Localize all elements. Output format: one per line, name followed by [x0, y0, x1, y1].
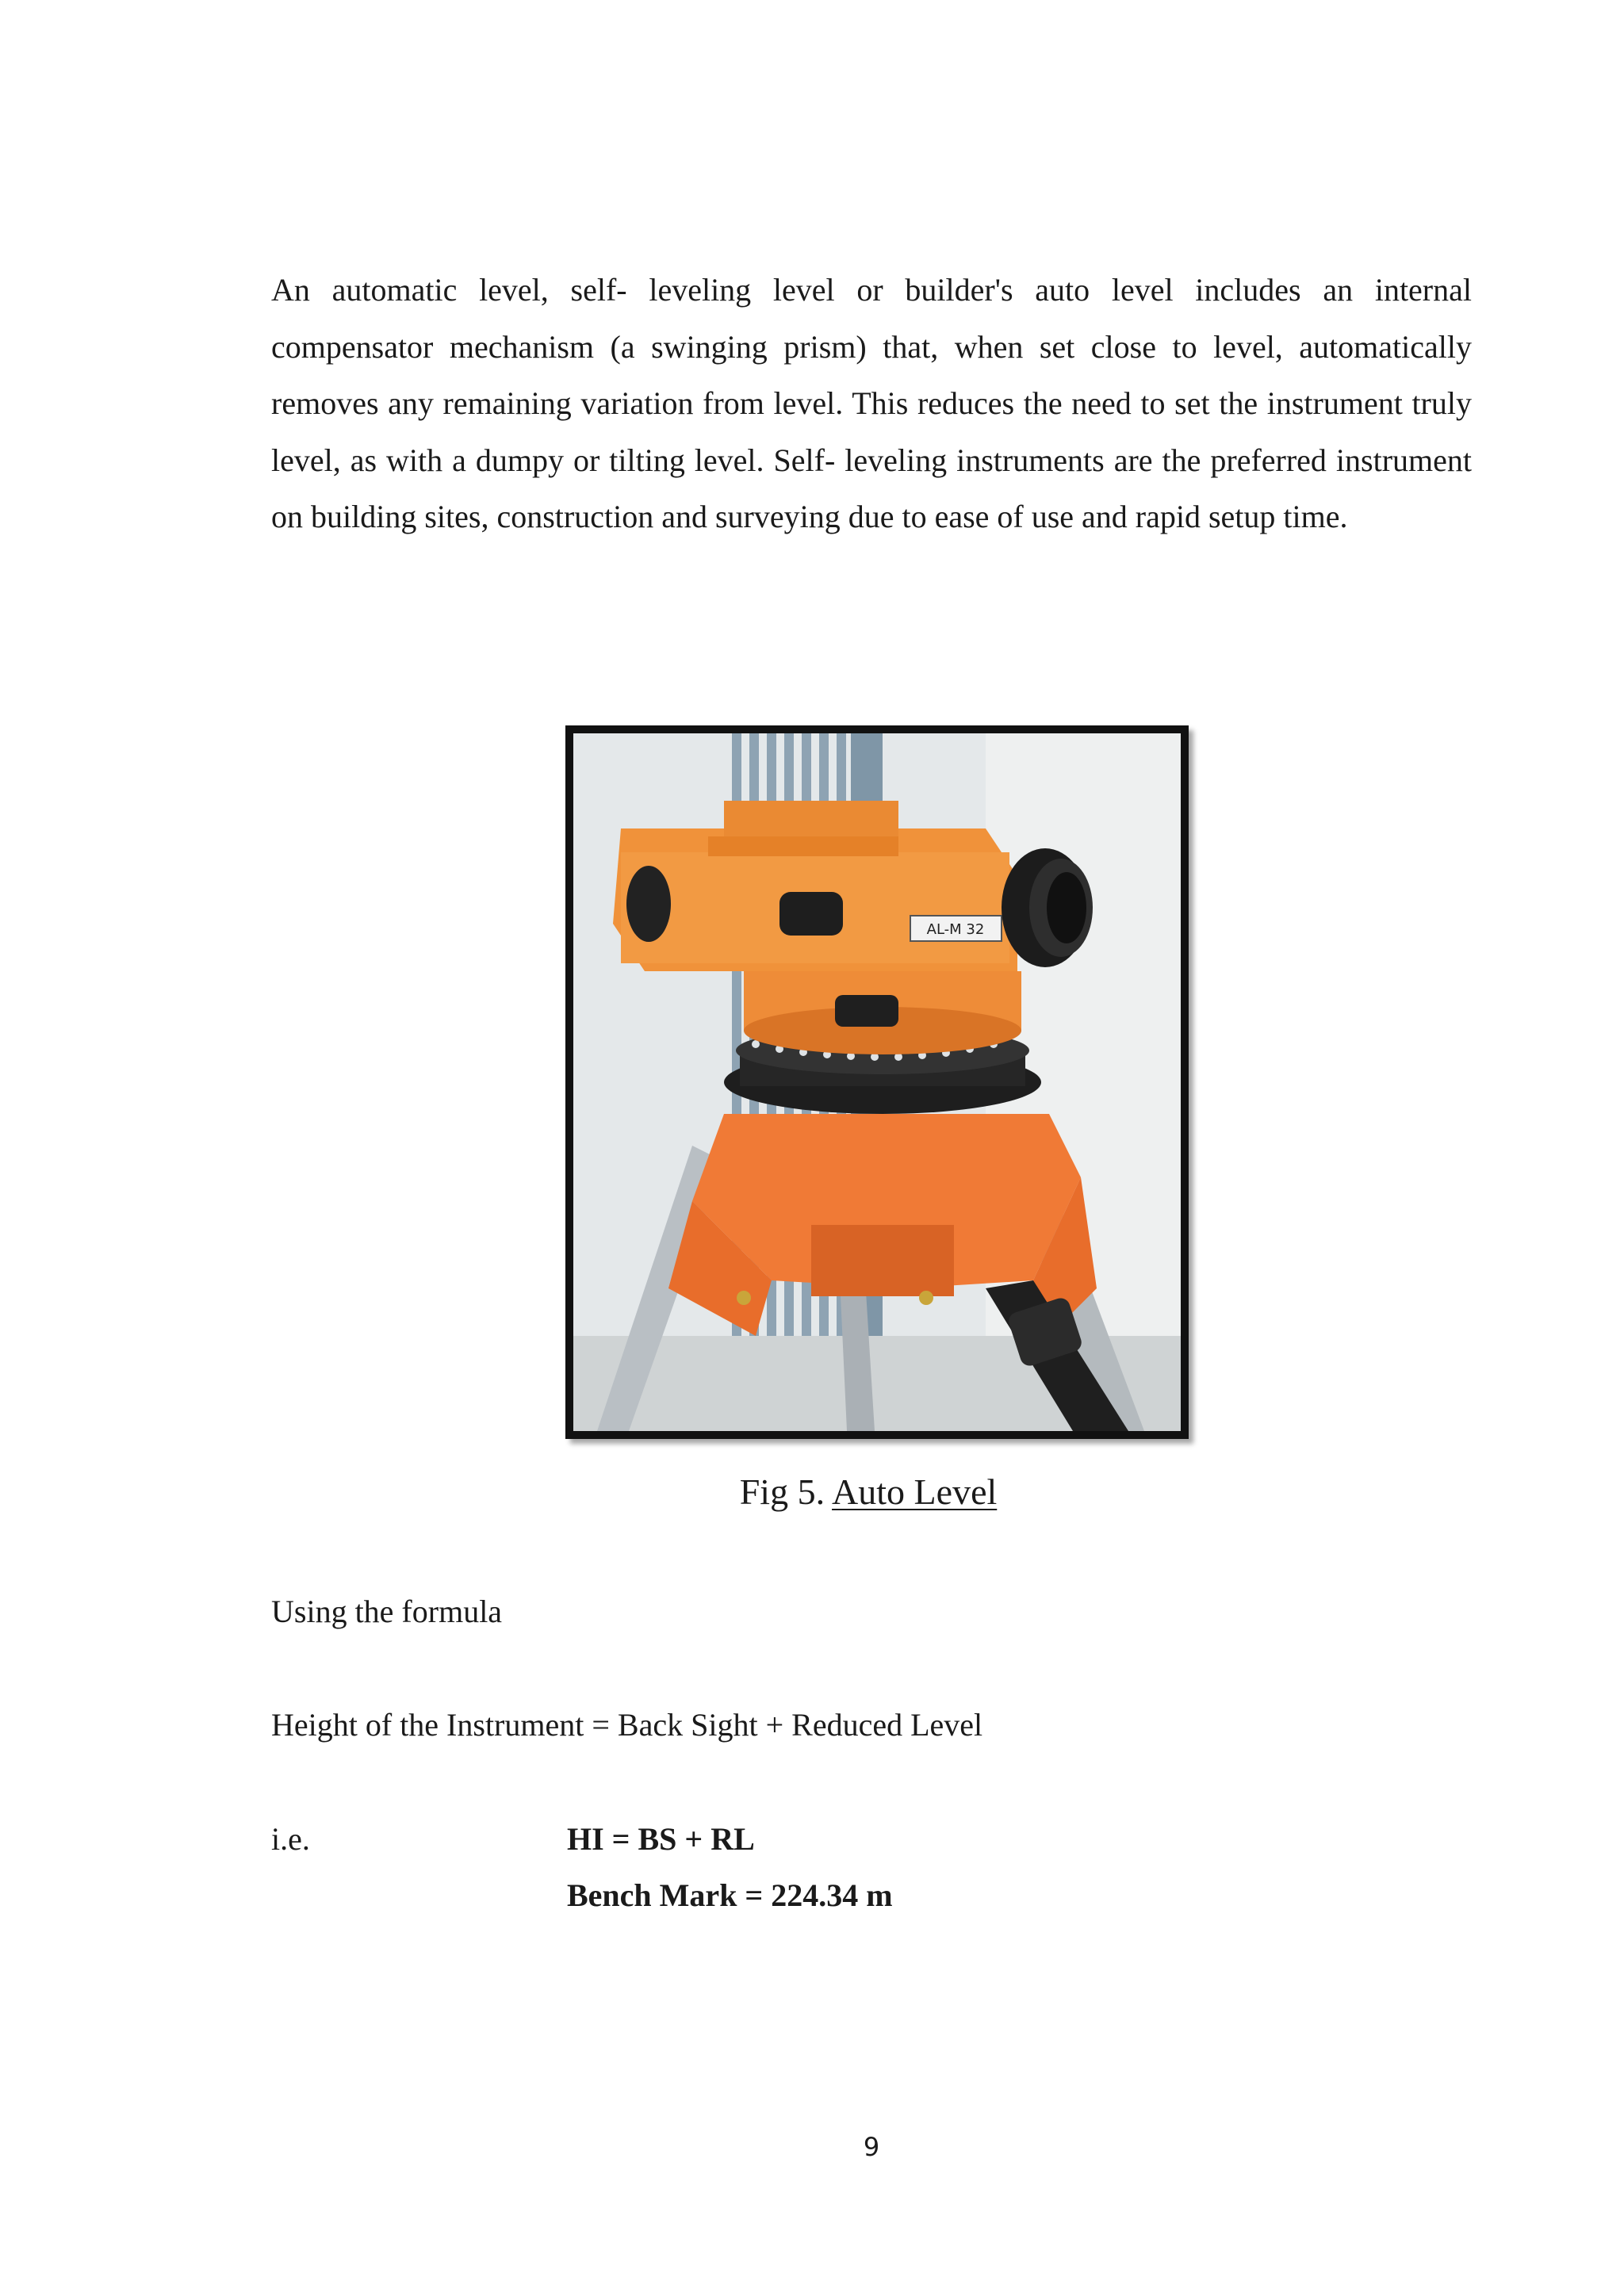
formula-statement: Height of the Instrument = Back Sight + Reduced Level — [271, 1707, 983, 1743]
page-number: 9 — [863, 2132, 880, 2162]
formula-ie-label: i.e. — [271, 1821, 310, 1857]
body-paragraph: An automatic level, self- leveling level or builder's auto level includes an internal compensator mechanism (a swinging prism) that, when set close to level, automatically removes any remaining variation from level. This reduces the need to set the instrument truly level, as with a dumpy or tilting level. Self- leveling instruments are the preferred instrument on building sites, construction and surveying due to ease of use and rapid setup time. — [271, 272, 1472, 534]
instrument-tag: AL-M 32 — [926, 921, 985, 938]
formula-intro: Using the formula — [271, 1594, 503, 1629]
formula-short-form: HI = BS + RL — [567, 1821, 755, 1857]
figure-caption-prefix: Fig 5. — [739, 1471, 833, 1512]
objective-ring — [626, 866, 671, 942]
instrument-label-plate — [910, 916, 1002, 941]
figure-caption — [0, 1468, 1624, 1516]
auto-level-photo — [565, 725, 1189, 1439]
bench-mark-value: Bench Mark = 224.34 m — [567, 1877, 893, 1913]
figure-caption-title: Auto Level — [832, 1471, 998, 1512]
auto-level-illustration — [573, 733, 1181, 1431]
focus-knob — [779, 892, 843, 936]
